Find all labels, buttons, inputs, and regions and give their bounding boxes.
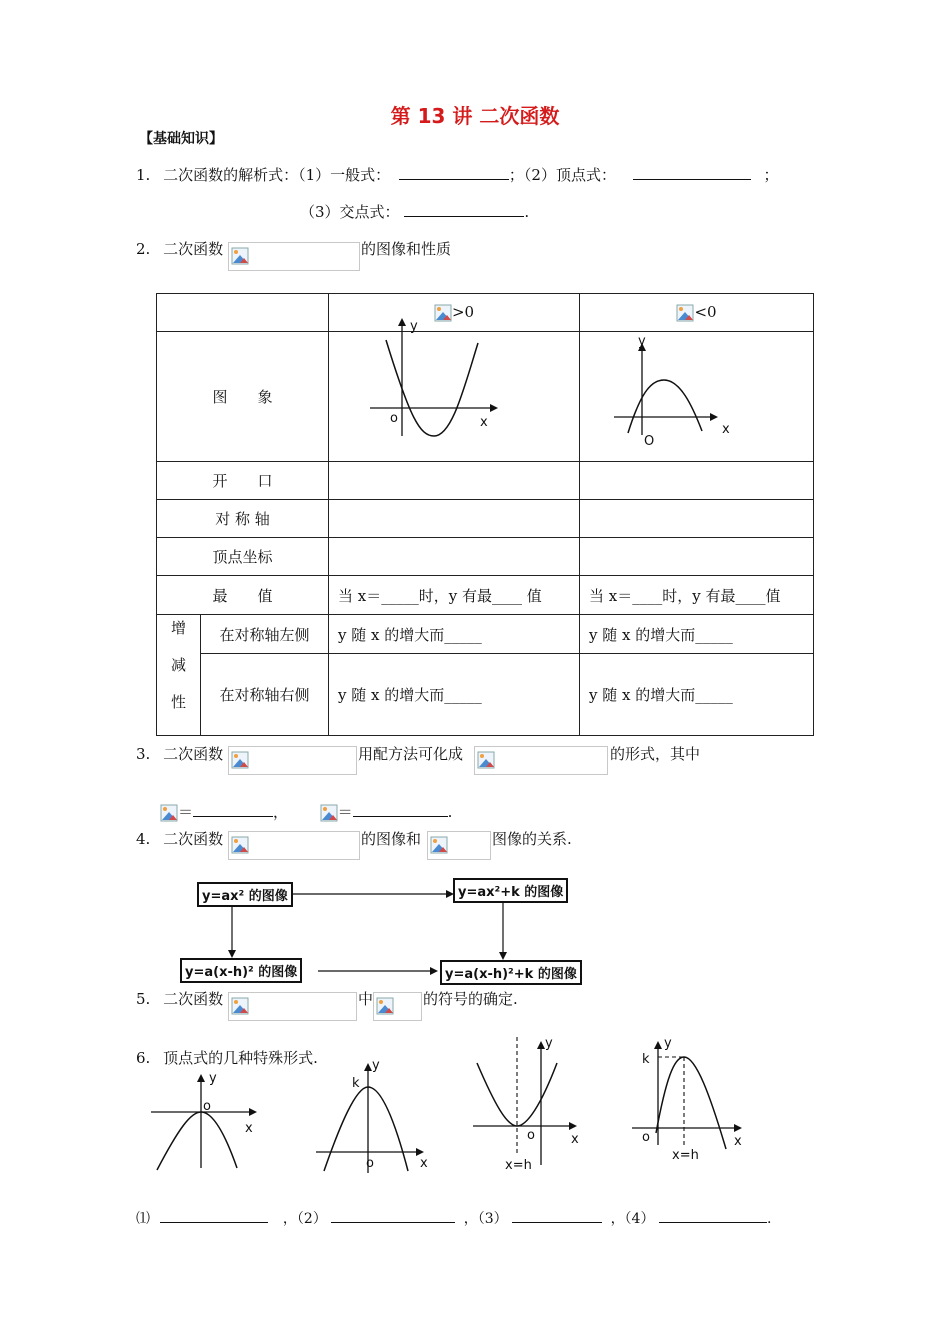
answer-3-blank[interactable] — [512, 1208, 602, 1223]
x-label: x — [734, 1134, 742, 1149]
y-label: y — [372, 1058, 380, 1073]
arrowhead-right — [499, 952, 507, 960]
origin-label: o — [527, 1128, 535, 1143]
formula-image-placeholder — [373, 992, 422, 1021]
y-label: y — [638, 334, 646, 349]
row-label-vertex: 顶点坐标 — [157, 538, 329, 576]
y-arrow — [364, 1063, 372, 1071]
q2-tail: 的图像和性质 — [361, 240, 452, 258]
special-graph-2 — [312, 1055, 442, 1180]
answer-4-label: ，（4） — [610, 1211, 655, 1227]
y-arrow — [197, 1074, 205, 1082]
answers-line — [136, 1208, 771, 1228]
y-label: y — [545, 1036, 553, 1051]
y-label: y — [664, 1036, 672, 1051]
q3-tail: 的形式，其中 — [610, 745, 701, 763]
page-title: 第 13 讲 二次函数 — [390, 104, 560, 128]
arrowhead-left — [228, 950, 236, 958]
row-label-opening: 开 口 — [157, 462, 329, 500]
q3-comma: ， — [273, 803, 289, 821]
left-pos-cell: y 随 x 的增大而_____ — [329, 615, 580, 654]
q1-end2: . — [524, 203, 530, 221]
x-arrow — [734, 1124, 742, 1132]
special-graph-3 — [465, 1035, 595, 1180]
k-label: k — [642, 1052, 650, 1067]
special-graph-4 — [630, 1035, 760, 1165]
y-label: y — [410, 319, 418, 334]
row-label-graph: 图 象 — [157, 332, 329, 462]
q6-number: 6. — [136, 1049, 151, 1067]
answers-end: . — [766, 1211, 772, 1227]
answer-2-label: ，（2） — [282, 1211, 327, 1227]
origin-label: o — [203, 1099, 211, 1114]
right-pos-cell: y 随 x 的增大而_____ — [329, 654, 580, 736]
parabola-curve — [157, 1112, 237, 1170]
q6-lead: 顶点式的几种特殊形式. — [163, 1049, 318, 1067]
special-graph-1 — [145, 1068, 265, 1178]
q4-lead: 二次函数 — [163, 830, 224, 848]
flow-box-ax-h2-k: y=a(x-h)²+k 的图像 — [440, 960, 582, 985]
question-6 — [136, 1047, 318, 1068]
row-label-left: 在对称轴左侧 — [201, 615, 329, 654]
answer-2-blank[interactable] — [331, 1208, 455, 1223]
right-neg-cell: y 随 x 的增大而_____ — [580, 654, 814, 736]
x-arrow — [249, 1108, 257, 1116]
q4-mid: 的图像和 — [361, 830, 422, 848]
q2-lead: 二次函数 — [163, 240, 224, 258]
flow-box-ax2-k: y=ax²+k 的图像 — [453, 878, 568, 903]
q3-number: 3. — [136, 745, 151, 763]
flow-box-ax-h2: y=a(x-h)² 的图像 — [180, 958, 302, 983]
y-label: y — [209, 1071, 217, 1086]
x-label: x — [571, 1132, 579, 1147]
equals-1: ＝ — [178, 803, 194, 821]
answer-1-blank[interactable] — [160, 1208, 268, 1223]
y-arrow — [537, 1041, 545, 1049]
extreme-pos-cell: 当 x＝_____时，y 有最____ 值 — [329, 576, 580, 615]
xh-label: x=h — [672, 1148, 699, 1163]
x-label: x — [480, 415, 488, 430]
formula-image-placeholder — [228, 992, 357, 1021]
q4-number: 4. — [136, 830, 151, 848]
row-label-axis: 对 称 轴 — [157, 500, 329, 538]
answer-1-label: ⑴ — [136, 1211, 150, 1227]
q5-mid: 中 — [358, 990, 374, 1008]
q5-number: 5. — [136, 990, 151, 1008]
k-label: k — [352, 1076, 360, 1091]
q3-mid: 用配方法可化成 — [358, 745, 464, 763]
extreme-neg-cell: 当 x＝____时，y 有最____值 — [580, 576, 814, 615]
x-label: x — [722, 422, 730, 437]
q2-number: 2. — [136, 240, 151, 258]
row-label-right: 在对称轴右侧 — [201, 654, 329, 736]
x-arrow — [416, 1148, 424, 1156]
row-label-monotonicity: 增减性 — [157, 615, 201, 736]
header-pos-label: >0 — [451, 303, 475, 321]
parabola-curve — [656, 1057, 726, 1149]
x-label: x — [245, 1121, 253, 1136]
question-5 — [136, 988, 223, 1009]
q5-lead: 二次函数 — [163, 990, 224, 1008]
x-label: x — [420, 1156, 428, 1171]
arrowhead-bottom — [430, 967, 438, 975]
left-neg-cell: y 随 x 的增大而_____ — [580, 615, 814, 654]
q1-intercept-label: （3）交点式： — [300, 203, 400, 221]
x-arrow — [569, 1122, 577, 1130]
origin-label: o — [642, 1130, 650, 1145]
q1-end: ； — [763, 166, 779, 184]
origin-label: o — [390, 411, 398, 426]
q4-tail: 图像的关系. — [492, 830, 572, 848]
equals-2: ＝ — [337, 803, 353, 821]
q3-lead: 二次函数 — [163, 745, 224, 763]
q5-tail: 的符号的确定. — [423, 990, 518, 1008]
answer-3-label: ，（3） — [463, 1211, 508, 1227]
broken-image-icon — [231, 997, 249, 1015]
q1-sep: ；（2）顶点式： — [508, 166, 616, 184]
q1-lead: 二次函数的解析式：（1）一般式： — [163, 166, 391, 184]
header-neg-label: <0 — [694, 303, 717, 321]
origin-label: o — [366, 1156, 374, 1171]
q3-period: . — [447, 803, 453, 821]
row-label-extreme: 最 值 — [157, 576, 329, 615]
xh-label: x=h — [505, 1158, 532, 1173]
y-arrow — [654, 1041, 662, 1049]
answer-4-blank[interactable] — [659, 1208, 767, 1223]
origin-label: O — [644, 434, 655, 449]
q1-number: 1. — [136, 166, 151, 184]
section-heading: 【基础知识】 — [139, 131, 223, 147]
flow-box-ax2: y=ax² 的图像 — [197, 882, 293, 907]
broken-image-icon — [376, 997, 394, 1015]
